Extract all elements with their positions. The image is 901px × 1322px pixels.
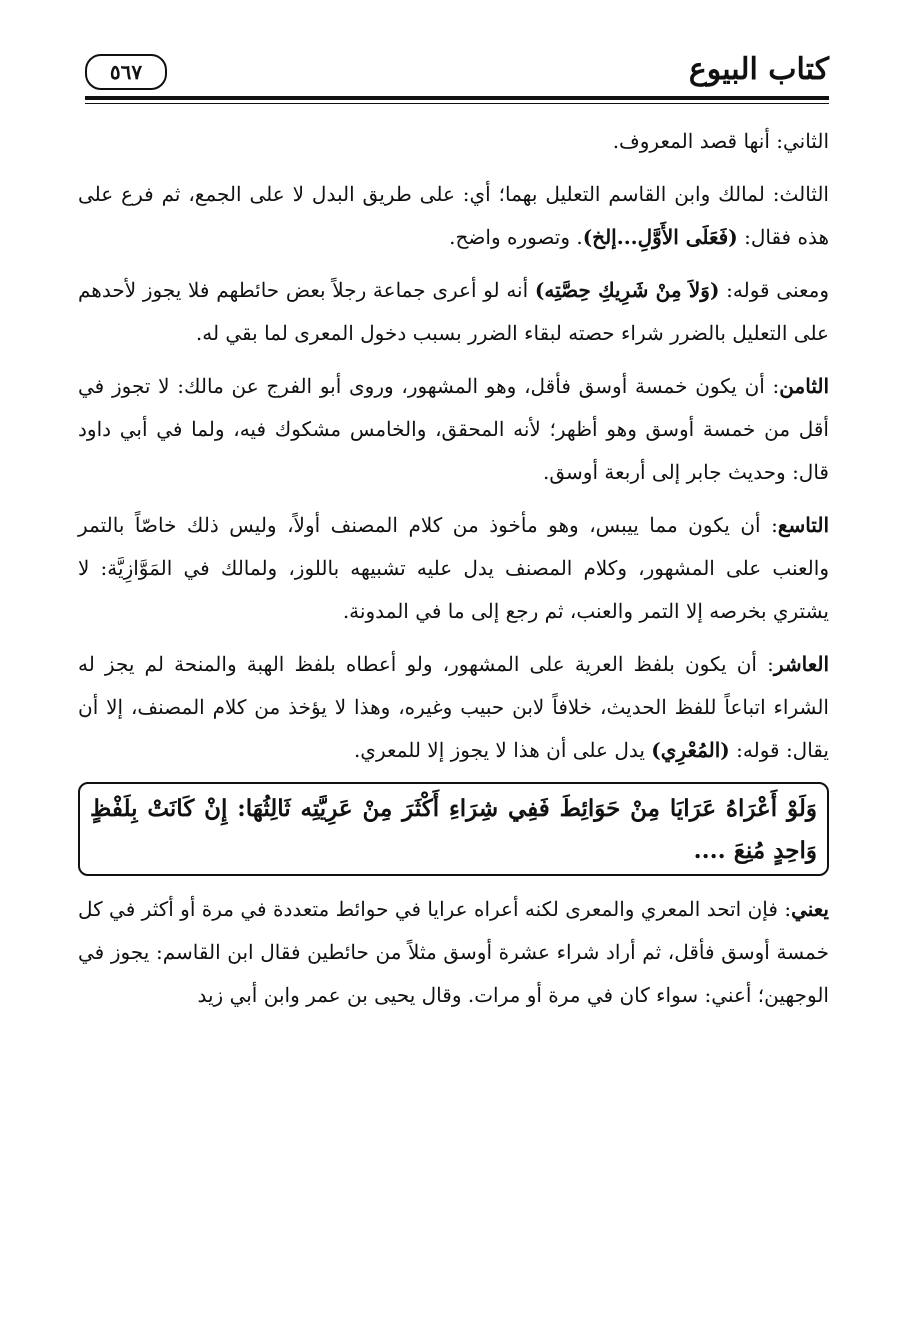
matn-quote: (فَعَلَى الأَوَّلِ...إلخ) (582, 225, 738, 249)
paragraph-text: ومعنى قوله: (719, 278, 830, 302)
paragraph-ninth (78, 504, 829, 633)
header-rule (85, 96, 829, 100)
matn-quote: (وَلاَ مِنْ شَرِيكِ حِصَّتِه) (534, 278, 720, 302)
paragraph-commentary (78, 888, 829, 1017)
page-header (85, 44, 829, 104)
header-rule-thin (85, 103, 829, 104)
paragraph-meaning (78, 269, 829, 355)
paragraph-third (78, 173, 829, 259)
book-title: كتاب البيوع (688, 52, 829, 87)
paragraph-lead: يعني (791, 897, 829, 921)
paragraph-tenth (78, 643, 829, 772)
paragraph-lead: العاشر (773, 652, 829, 676)
paragraph-eighth (78, 365, 829, 494)
paragraph-text: الثالث: لمالك وابن القاسم التعليل بهما؛ أي: على طريق البدل لا على الجمع، ثم فرع على هذه فقال: (78, 182, 829, 249)
paragraph-text: الثاني: أنها قصد المعروف. (612, 129, 829, 153)
matn-box: وَلَوْ أَعْرَاهُ عَرَايَا مِنْ حَوَائِطَ فَفِي شِرَاءِ أَكْثَرَ مِنْ عَرِيَّتِه ثَالِثُهَا: إِنْ كَانَتْ بِلَفْظٍ وَاحِدٍ مُنِعَ .... (78, 782, 829, 876)
page-body (78, 120, 829, 1027)
paragraph-lead: الثامن (779, 374, 829, 398)
paragraph-second (78, 120, 829, 163)
paragraph-text: : فإن اتحد المعري والمعرى لكنه أعراه عرايا في حوائط متعددة في مرة أو أكثر في كل خمسة أوسق فأقل، ثم أراد شراء عشرة أوسق مثلاً من حائطين فقال ابن القاسم: يجوز في الوجهين؛ أعني: سواء كان في مرة أو مرات. وقال يحيى بن عمر وابن أبي زيد (78, 897, 829, 1007)
page-number: ٥٦٧ (85, 54, 167, 90)
paragraph-text: : أن يكون مما ييبس، وهو مأخوذ من كلام المصنف أولاً، وليس ذلك خاصّاً بالتمر والعنب على المشهور، وكلام المصنف يدل عليه تشبيهه باللوز، ولمالك في المَوَّازِيَّة: لا يشتري بخرصه إلا التمر والعنب، ثم رجع إلى ما في المدونة. (78, 513, 829, 623)
paragraph-text: يدل على أن هذا لا يجوز إلا للمعري. (353, 738, 652, 762)
paragraph-text: . وتصوره واضح. (449, 225, 583, 249)
paragraph-text: أنه لو أعرى جماعة رجلاً بعض حائطهم فلا يجوز لأحدهم على التعليل بالضرر شراء حصته لبقاء الضرر بسبب دخول المعرى لما بقي له. (78, 278, 829, 345)
paragraph-text: : أن يكون خمسة أوسق فأقل، وهو المشهور، وروى أبو الفرج عن مالك: لا تجوز في أقل من خمسة أوسق وهو أظهر؛ لأنه المحقق، والخامس مشكوك فيه، ولما في أبي داود قال: وحديث جابر إلى أربعة أوسق. (78, 374, 829, 484)
matn-quote: (المُعْرِي) (651, 738, 730, 762)
paragraph-lead: التاسع (777, 513, 829, 537)
paragraph-text: : أن يكون بلفظ العرية على المشهور، ولو أعطاه بلفظ الهبة والمنحة لم يجز له الشراء اتباعاً للفظ الحديث، خلافاً لابن حبيب وغيره، وهذا لا يؤخذ من كلام المصنف، إلا أن يقال: قوله: (78, 652, 829, 762)
